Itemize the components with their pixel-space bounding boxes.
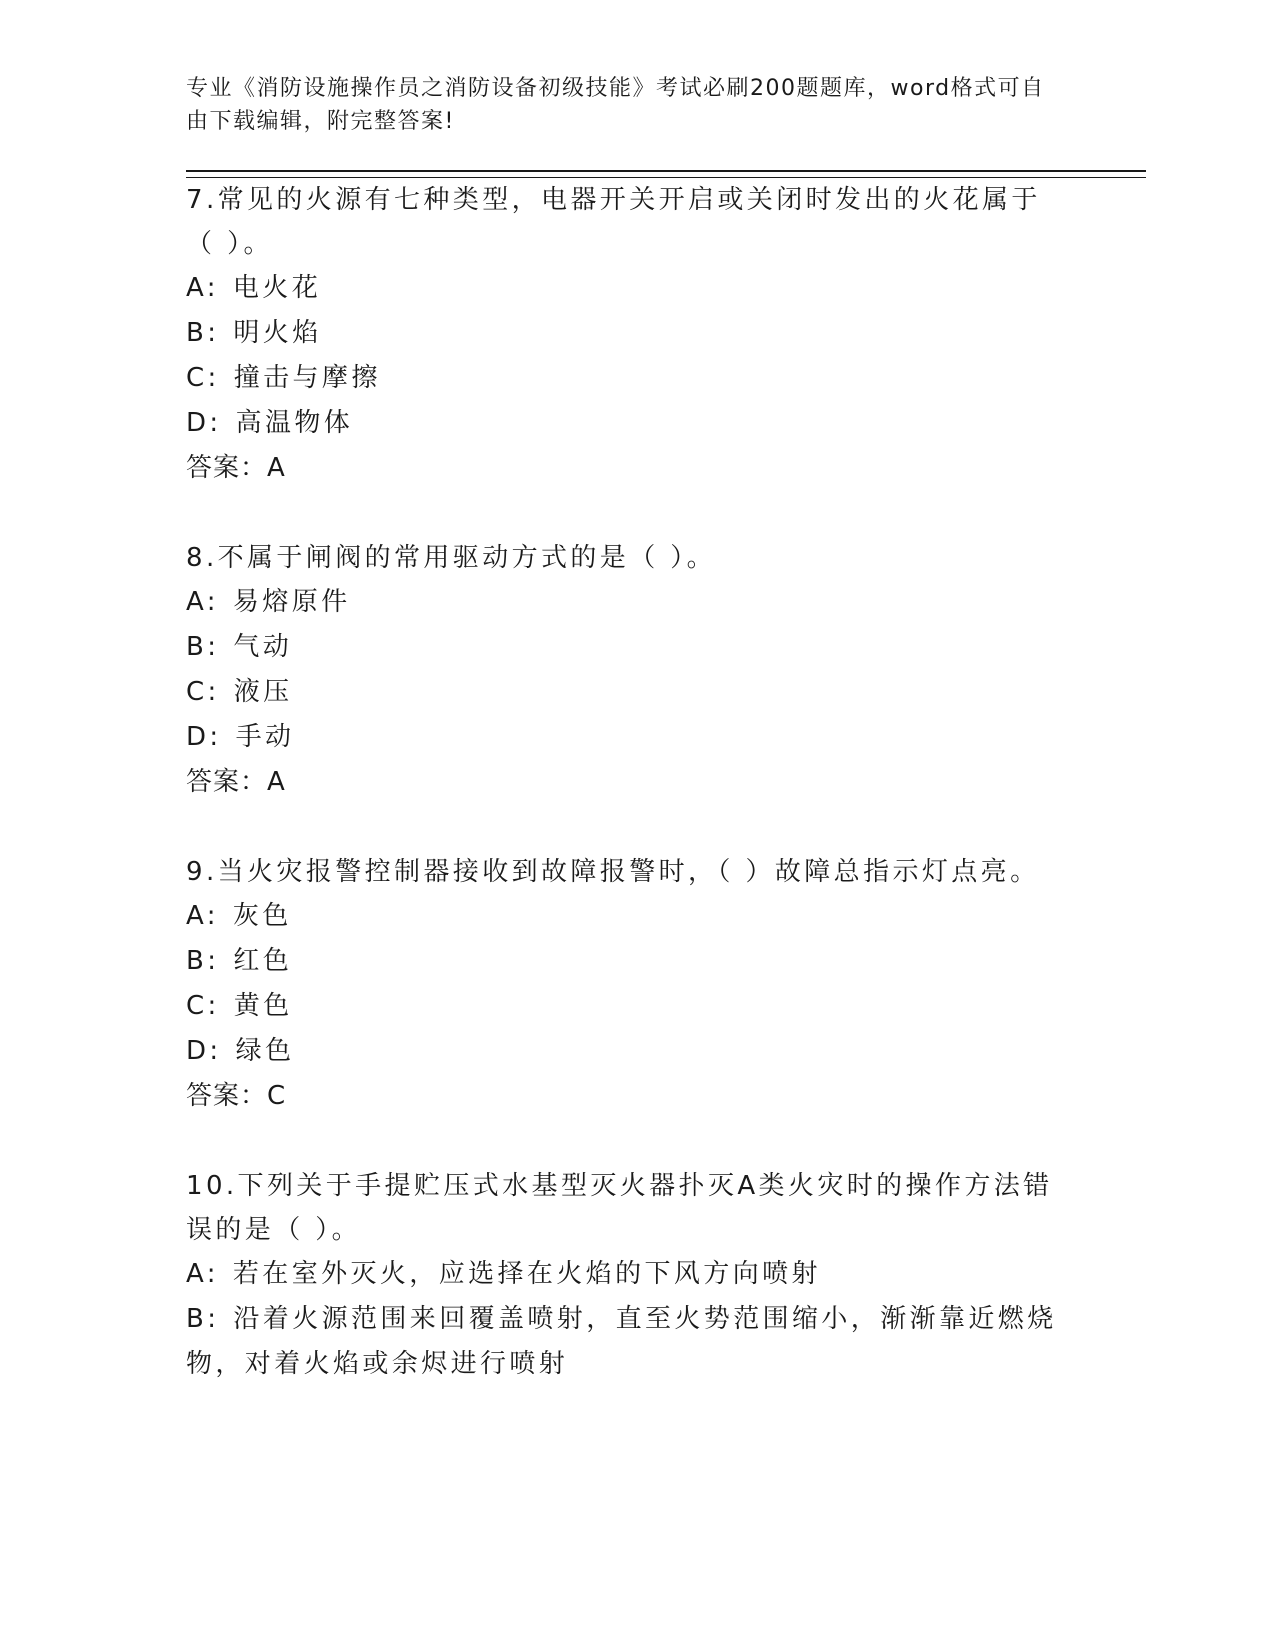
question-stem: 8.不属于闸阀的常用驱动方式的是（ ）。 [186,543,717,573]
spacer [186,805,1146,850]
option-key: A: [186,1259,219,1289]
answer-line: 答案：A [186,767,286,797]
question-9 [186,850,1146,1119]
option-b [186,625,1066,670]
option-text: 若在室外灭火，应选择在火焰的下风方向喷射 [232,1259,821,1289]
option-text: 易熔原件 [232,587,351,617]
option-text: 明火焰 [233,318,322,348]
document-intro: 专业《消防设施操作员之消防设备初级技能》考试必刷200题题库，word格式可自由下载编辑，附完整答案! [186,76,1045,134]
option-key: D: [186,408,222,438]
option-key: A: [186,901,219,931]
option-text: 绿色 [235,1036,295,1066]
option-text: 电火花 [232,273,322,303]
option-a [186,1252,1066,1297]
option-d [186,1029,1066,1074]
document-page [186,72,1146,1387]
option-text: 高温物体 [235,408,354,438]
answer-line: 答案：A [186,453,286,483]
option-key: D: [186,722,222,752]
option-key: A: [186,273,219,303]
question-stem: 7.常见的火源有七种类型，电器开关开启或关闭时发出的火花属于（ ）。 [186,185,1041,259]
question-stem: 9.当火灾报警控制器接收到故障报警时，（ ）故障总指示灯点亮。 [186,857,1040,887]
option-key: A: [186,587,219,617]
option-key: C: [186,991,220,1021]
option-b [186,1297,1066,1387]
option-text: 液压 [233,677,293,707]
option-key: B: [186,632,220,662]
option-text: 黄色 [233,991,293,1021]
spacer [186,1119,1146,1164]
option-b [186,939,1066,984]
option-c [186,670,1066,715]
option-text: 撞击与摩擦 [233,363,381,393]
option-key: B: [186,318,220,348]
option-key: C: [186,677,220,707]
option-text: 沿着火源范围来回覆盖喷射，直至火势范围缩小，渐渐靠近燃烧物，对着火焰或余烬进行喷射 [186,1304,1057,1379]
answer-line: 答案：C [186,1081,287,1111]
question-10 [186,1164,1146,1387]
option-text: 气动 [233,632,293,662]
question-8 [186,536,1146,805]
option-d [186,715,1066,760]
option-key: D: [186,1036,222,1066]
question-7 [186,178,1146,491]
option-d [186,401,1066,446]
option-c [186,984,1066,1029]
option-key: B: [186,946,220,976]
option-a [186,894,1066,939]
option-c [186,356,1066,401]
option-key: B: [186,1304,220,1334]
option-a [186,580,1066,625]
header-divider [186,170,1146,178]
option-text: 灰色 [232,901,292,931]
option-a [186,266,1066,311]
option-b [186,311,1066,356]
option-text: 红色 [233,946,293,976]
question-stem: 10.下列关于手提贮压式水基型灭火器扑灭A类火灾时的操作方法错误的是（ ）。 [186,1171,1053,1245]
option-text: 手动 [235,722,295,752]
spacer [186,491,1146,536]
option-key: C: [186,363,220,393]
